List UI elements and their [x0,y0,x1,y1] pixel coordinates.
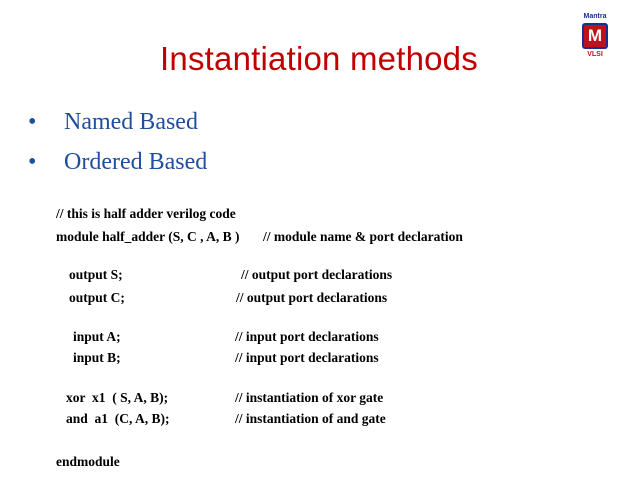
code-xor-comment: // instantiation of xor gate [235,390,384,405]
logo-m-icon: M [582,23,608,49]
slide-title: Instantiation methods [160,40,478,77]
code-and-comment: // instantiation of and gate [235,411,386,426]
code-input-a-comment: // input port declarations [235,329,379,344]
code-output-s-comment: // output port declarations [241,267,393,282]
code-xor-line: xor x1 ( S, A, B); [66,390,169,405]
code-module-line: module half_adder (S, C , A, B ) [56,229,240,244]
bullet-item [28,102,207,142]
code-and-line: and a1 (C, A, B); [66,411,170,426]
bullet-item [28,142,207,182]
code-endmodule: endmodule [56,454,120,469]
code-comment-line: // this is half adder verilog code [56,206,236,221]
logo-bottom-text: VLSI [587,51,603,58]
mantra-vlsi-logo [575,12,615,74]
code-input-a: input A; [73,329,121,344]
bullet-dot-icon: • [28,109,37,135]
code-output-c-comment: // output port declarations [236,290,388,305]
bullet-text: Ordered Based [64,149,208,175]
bullet-text: Named Based [64,109,198,135]
code-input-b-comment: // input port declarations [235,350,379,365]
bullet-dot-icon: • [28,149,37,175]
code-output-s: output S; [69,267,123,282]
logo-top-text: Mantra [583,13,607,20]
code-input-b: input B; [73,350,121,365]
bullet-list [28,102,207,182]
code-output-c: output C; [69,290,125,305]
code-module-comment: // module name & port declaration [263,229,463,244]
